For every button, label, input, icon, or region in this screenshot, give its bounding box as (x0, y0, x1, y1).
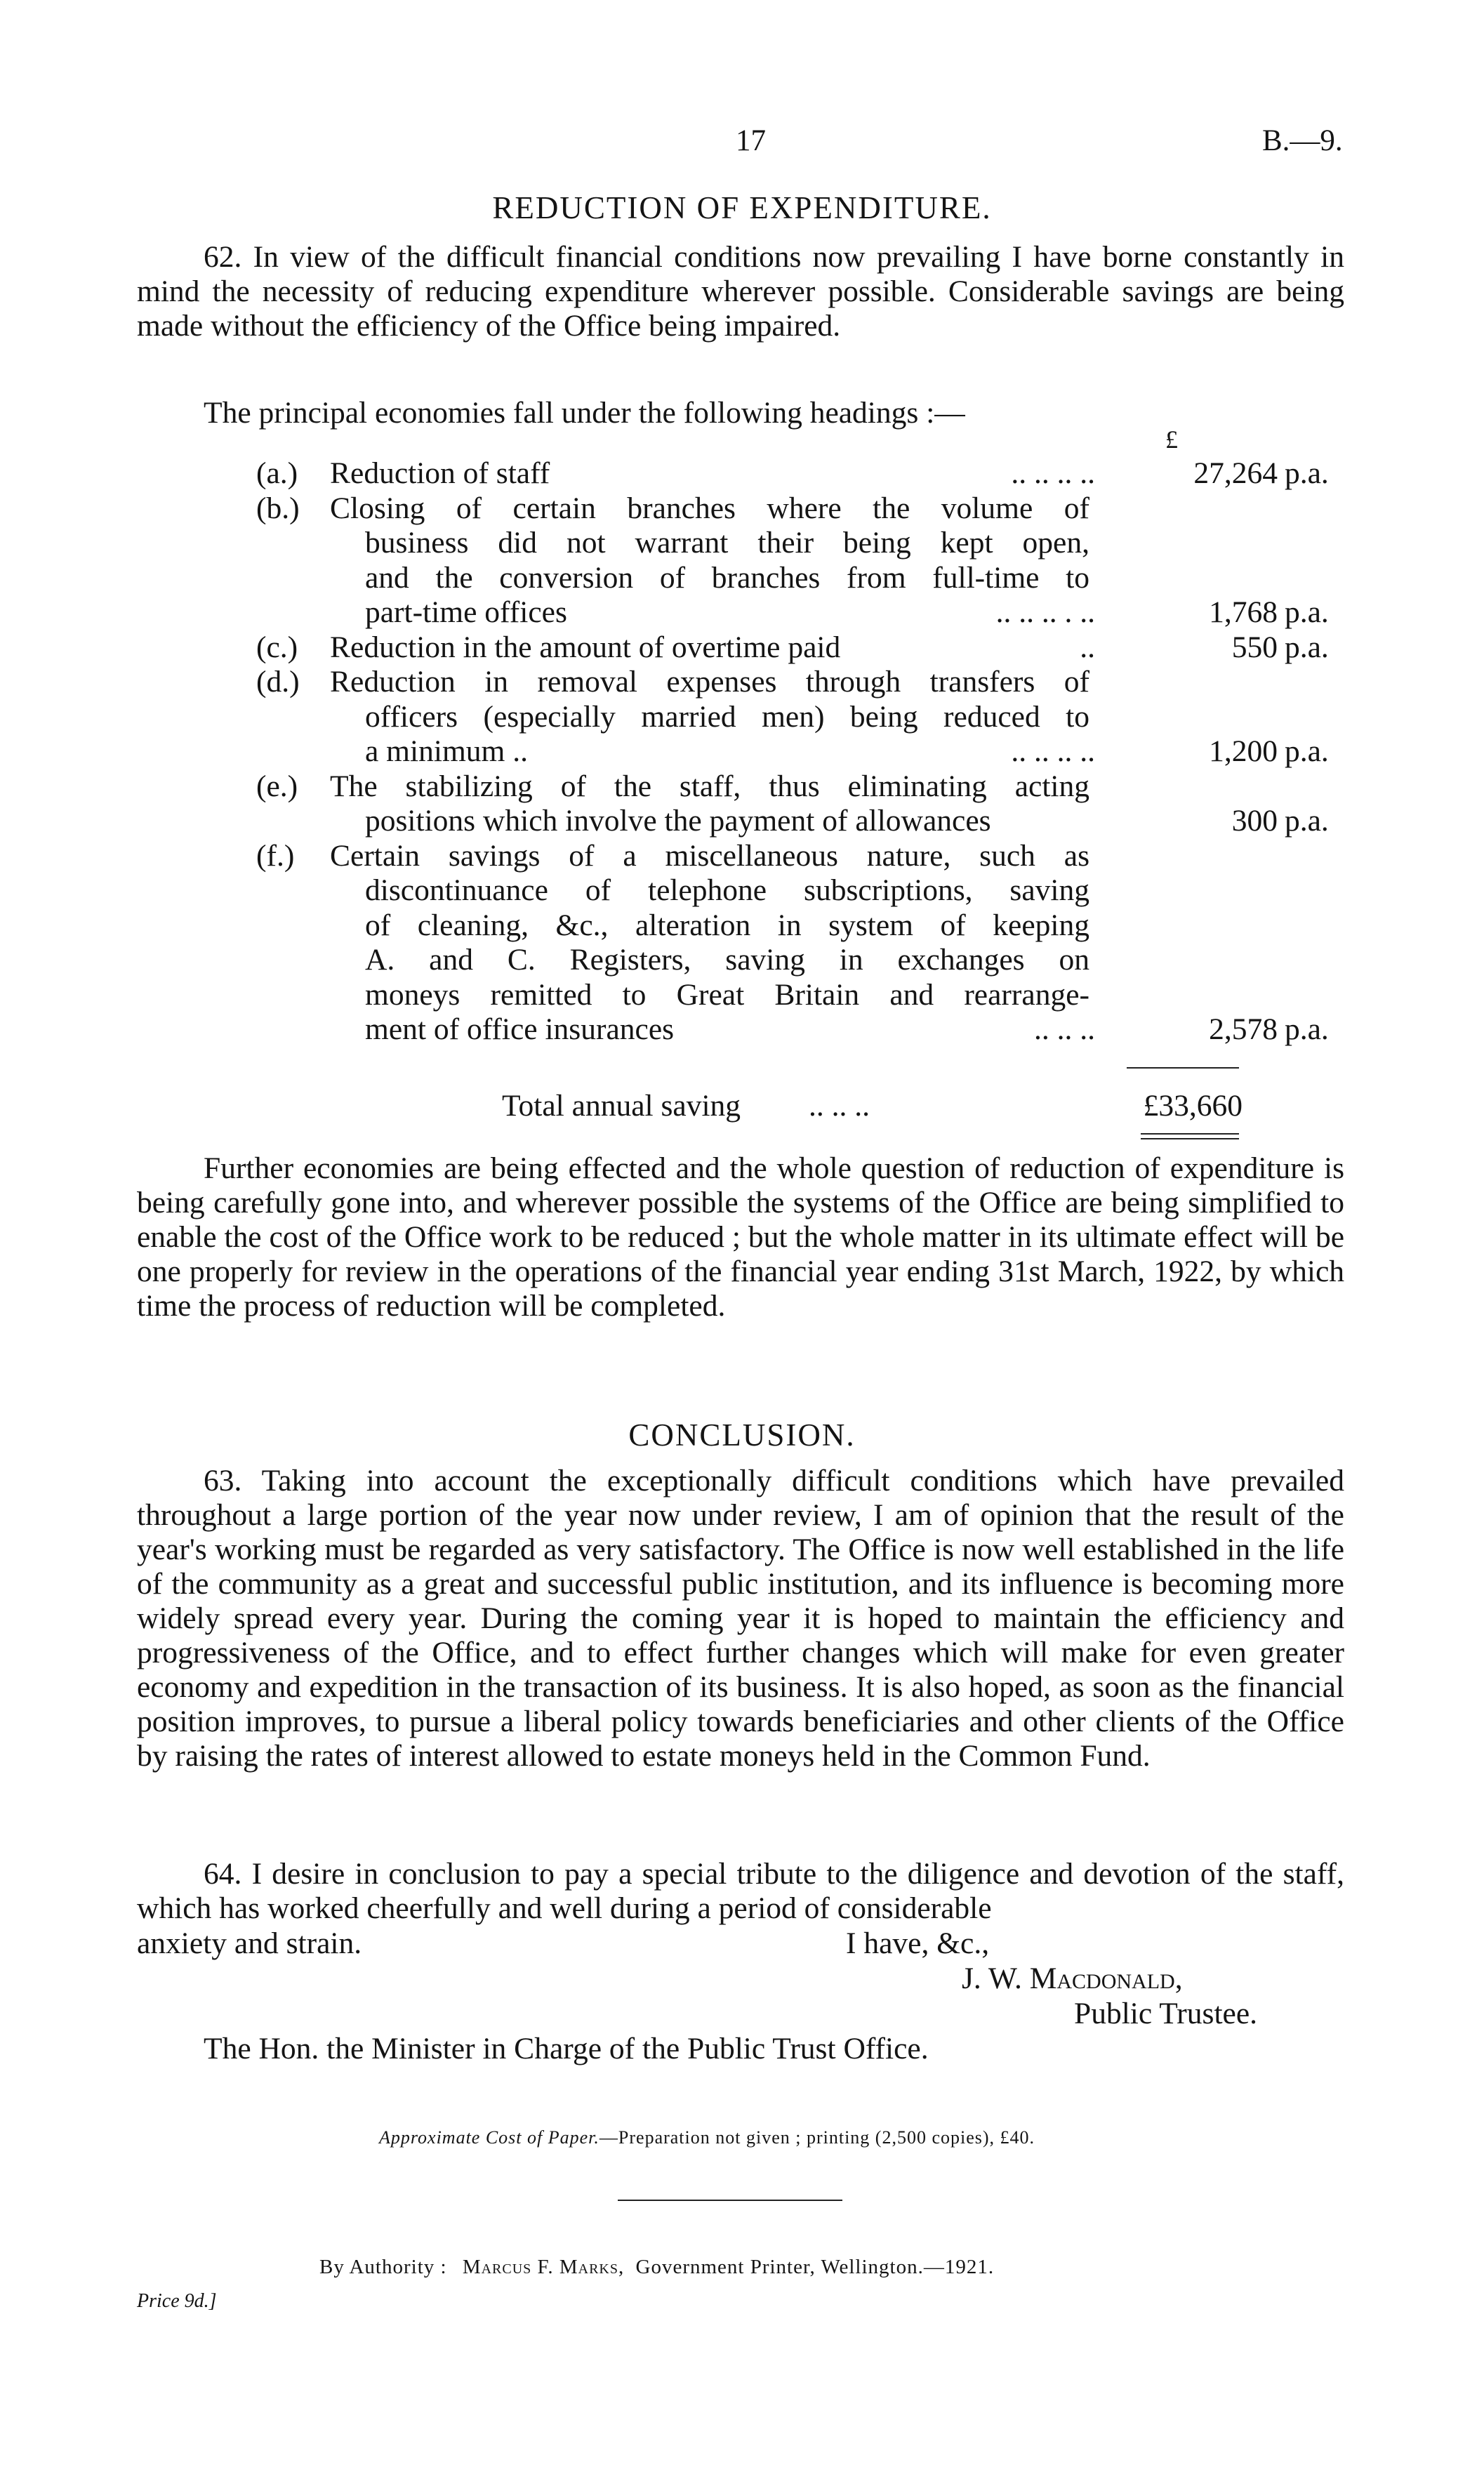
economies-intro: The principal economies fall under the following headings :— (204, 396, 965, 430)
economy-item-leader: .. .. .. (1034, 1012, 1095, 1046)
economy-item-amount: 300 (1231, 804, 1278, 838)
paragraph-further-economies (137, 1151, 1344, 1323)
cost-text: —Preparation not given ; printing (2,500 copies), £40. (599, 2127, 1035, 2148)
economy-item-line: discontinuance of telephone subscriptions, saving (365, 873, 1089, 907)
signatory-name: J. W. Macdonald, (962, 1962, 1183, 1995)
paragraph-64-last-line: anxiety and strain. (137, 1926, 362, 1960)
economy-item-label: (b.) (256, 491, 300, 525)
economy-item-leader: .. .. .. . .. (995, 595, 1095, 629)
footer-rule (618, 2200, 842, 2201)
total-top-rule (1127, 1067, 1239, 1069)
cost-of-paper-note (379, 2127, 1035, 2148)
signatory-title: Public Trustee. (1074, 1997, 1258, 2030)
total-double-rule-1 (1141, 1133, 1239, 1135)
section-heading-conclusion: CONCLUSION. (628, 1417, 856, 1453)
authority-prefix: By Authority : (319, 2256, 447, 2278)
authority-rest: Government Printer, Wellington.—1921. (635, 2256, 995, 2278)
economy-item-unit: p.a. (1285, 734, 1329, 768)
closing-phrase: I have, &c., (846, 1926, 990, 1960)
economy-item-line: Reduction of staff (330, 456, 550, 490)
paragraph-63 (137, 1464, 1344, 1773)
economy-item-line: of cleaning, &c., alteration in system of keeping (365, 908, 1089, 942)
paragraph-64-text: 64. I desire in conclusion to pay a special tribute to the diligence and devotion of the staff, which has worked cheerfully and well during a period of considerable (137, 1857, 1344, 1925)
economy-item-label: (f.) (256, 838, 295, 873)
paragraph-64 (137, 1857, 1344, 1926)
economy-item-line: ment of office insurances (365, 1012, 675, 1046)
total-label: Total annual saving (502, 1089, 741, 1123)
economy-item-line: a minimum .. (365, 734, 528, 768)
economy-item-amount: 550 (1231, 630, 1278, 664)
section-heading-reduction: REDUCTION OF EXPENDITURE. (492, 190, 992, 225)
economy-item-leader: .. .. .. .. (1011, 456, 1095, 490)
total-amount: £33,660 (1143, 1089, 1243, 1123)
economy-item-amount: 1,200 (1209, 734, 1278, 768)
economy-item-amount: 1,768 (1209, 595, 1278, 629)
economy-item-label: (c.) (256, 630, 298, 664)
addressee: The Hon. the Minister in Charge of the Public Trust Office. (204, 2032, 929, 2065)
economy-item-line: and the conversion of branches from full-time to (365, 560, 1089, 595)
economy-item-unit: p.a. (1285, 456, 1329, 490)
economy-item-label: (d.) (256, 665, 300, 699)
printer-name: Marcus F. Marks, (462, 2256, 625, 2278)
economy-item-leader: .. .. .. .. (1011, 734, 1095, 768)
document-reference: B.—9. (1262, 124, 1343, 157)
economy-item-line: The stabilizing of the staff, thus eliminating acting (330, 769, 1089, 803)
economy-item-line: positions which involve the payment of allowances (365, 804, 991, 838)
cost-label: Approximate Cost of Paper. (379, 2127, 599, 2148)
economy-item-line: Certain savings of a miscellaneous nature, such as (330, 838, 1089, 873)
price: Price 9d.] (137, 2290, 217, 2312)
total-leader: .. .. .. (809, 1089, 870, 1123)
economy-item-line: Reduction in the amount of overtime paid (330, 630, 841, 664)
total-double-rule-2 (1141, 1138, 1239, 1139)
economy-item-amount: 27,264 (1193, 456, 1278, 490)
economy-item-unit: p.a. (1285, 595, 1329, 629)
economy-item-line: Reduction in removal expenses through transfers of (330, 665, 1089, 699)
economy-item-line: Closing of certain branches where the volume of (330, 491, 1089, 525)
economy-item-line: moneys remitted to Great Britain and rearrange- (365, 977, 1089, 1012)
economy-item-amount: 2,578 (1209, 1012, 1278, 1046)
economy-item-line: part-time offices (365, 595, 567, 629)
economy-item-line: business did not warrant their being kept open, (365, 526, 1089, 560)
economy-item-label: (a.) (256, 456, 298, 490)
economy-item-label: (e.) (256, 769, 298, 803)
paragraph-further-text: Further economies are being effected and the whole question of reduction of expenditure is being carefully gone into, and wherever possible the systems of the Office are being simplified to enable the cost of the Office work to be reduced ; but the whole matter in its ultimate effect will be one properly for review in the operations of the financial year ending 31st March, 1922, by which time the process of reduction will be completed. (137, 1151, 1344, 1323)
currency-symbol: £ (1165, 425, 1178, 454)
page-number: 17 (736, 124, 766, 157)
paragraph-63-text: 63. Taking into account the exceptionally difficult conditions which have prevailed throughout a large portion of the year now under review, I am of opinion that the result of the year's working must be regarded as very satisfactory. The Office is now well established in the life of the community as a great and successful public institution, and its influence is becoming more widely spread every year. During the coming year it is hoped to maintain the efficiency and progressiveness of the Office, and to effect further changes which will make for even greater economy and expedition in the transaction of its business. It is also hoped, as soon as the financial position improves, to pursue a liberal policy towards beneficiaries and other clients of the Office by raising the rates of interest allowed to estate moneys held in the Common Fund. (137, 1464, 1344, 1773)
economy-item-line: A. and C. Registers, saving in exchanges on (365, 943, 1089, 977)
economy-item-unit: p.a. (1285, 804, 1329, 838)
economy-item-unit: p.a. (1285, 630, 1329, 664)
paragraph-62 (137, 240, 1344, 343)
economy-item-line: officers (especially married men) being reduced to (365, 699, 1089, 734)
economy-item-leader: .. (1080, 630, 1095, 664)
paragraph-62-text: 62. In view of the difficult financial conditions now prevailing I have borne constantly in mind the necessity of reducing expenditure wherever possible. Considerable savings are being made without the efficiency of the Office being impaired. (137, 240, 1344, 343)
economy-item-unit: p.a. (1285, 1012, 1329, 1046)
printing-authority (319, 2256, 994, 2279)
